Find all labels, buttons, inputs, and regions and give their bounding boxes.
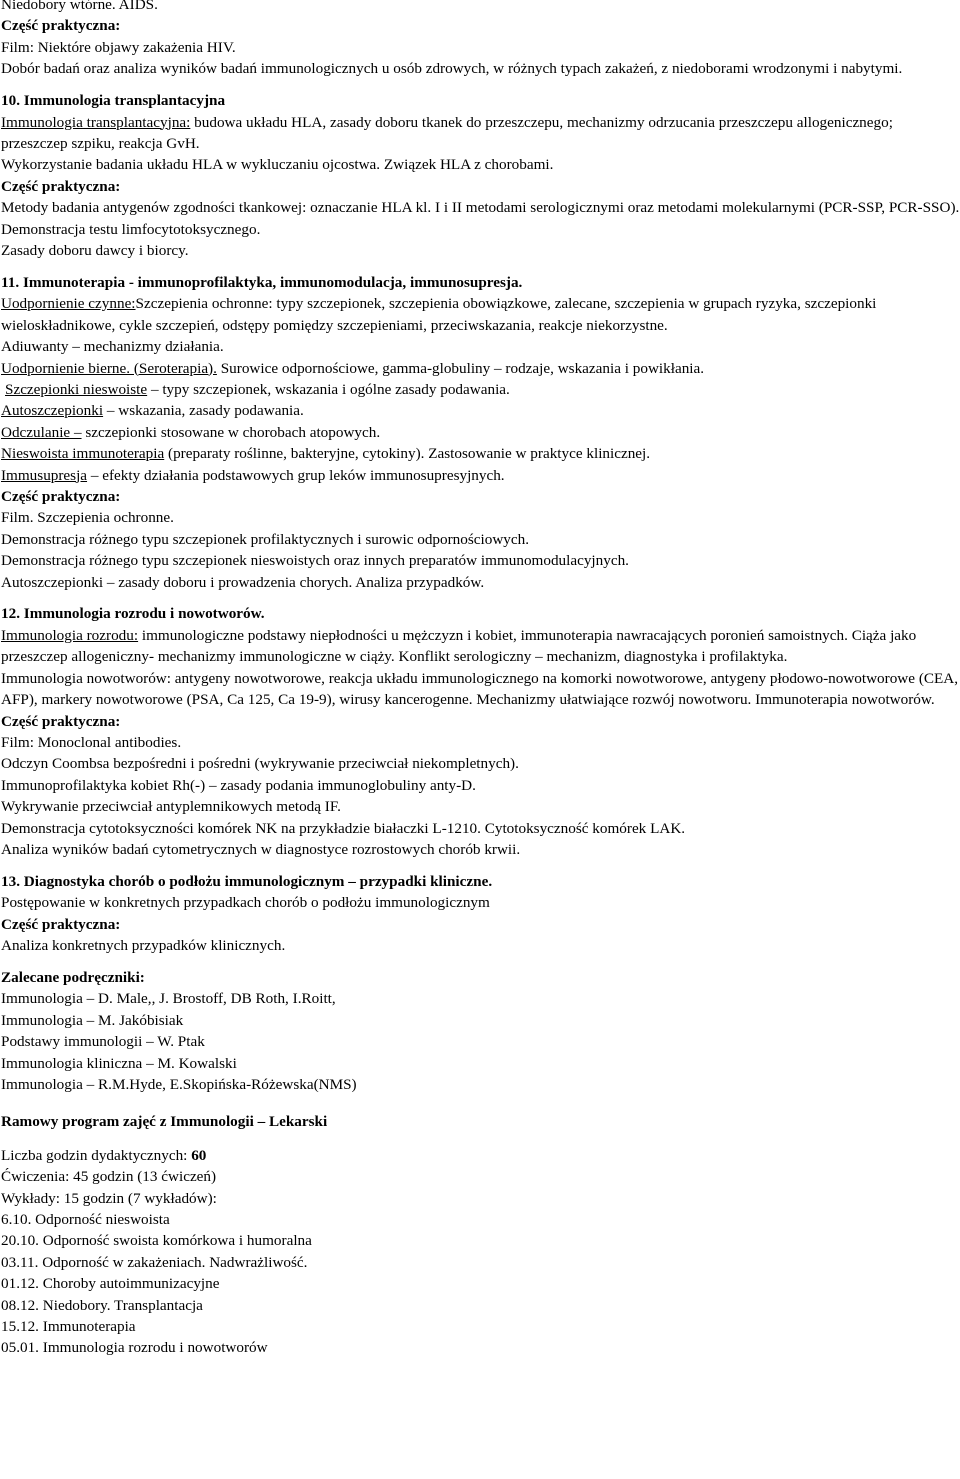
book-item: Immunologia – R.M.Hyde, E.Skopińska-Różewska(NMS) (1, 1076, 357, 1093)
book-item: Immunologia – M. Jakóbisiak (1, 1011, 184, 1029)
schedule-item: 01.12. Choroby autoimmunizacyjne (1, 1275, 220, 1293)
program-hours (1, 1145, 960, 1166)
s11-line-2: Adiuwanty – mechanizmy działania. (1, 338, 224, 356)
s10-practical-label: Część praktyczna: (1, 177, 121, 195)
s11-line-5-underlined: Autoszczepionki (1, 402, 104, 420)
s10-line-3: Metody badania antygenów zgodności tkankowej: oznaczanie HLA kl. I i II metodami serologicznymi oraz metodami molekularnymi (PCR-SSP, PCR-SSO). (1, 199, 960, 217)
s11-line-7-underlined: Nieswoista immunoterapia (1, 445, 165, 463)
s12-line-5: Immunoprofilaktyka kobiet Rh(-) – zasady podania immunoglobuliny anty-D. (1, 776, 476, 794)
schedule-item: 20.10. Odporność swoista komórkowa i humoralna (1, 1232, 312, 1250)
s10-line-4: Demonstracja testu limfocytotoksycznego. (1, 220, 261, 238)
schedule-item: 05.01. Immunologia rozrodu i nowotworów (1, 1339, 268, 1357)
s10-line-2: Wykorzystanie badania układu HLA w wykluczaniu ojcostwa. Związek HLA z chorobami. (1, 156, 554, 174)
schedule-item: 08.12. Niedobory. Transplantacja (1, 1296, 203, 1314)
s9-practical-label: Część praktyczna: (1, 17, 121, 35)
s11-line-1-rest: Szczepienia ochronne: typy szczepionek, szczepienia obowiązkowe, zalecane, szczepienia w grupach ryzyka, szczepionki wieloskładnikowe, cykle szczepień, odstępy pomiędzy szczepieniami, przeciwskazania, reakcje niekorzystne. (1, 295, 877, 334)
s10-line-5: Zasady doboru dawcy i biorcy. (1, 241, 189, 259)
program-lectures: Wykłady: 15 godzin (7 wykładów): (1, 1189, 217, 1207)
s11-practical-label: Część praktyczna: (1, 487, 121, 505)
s10-lead-rest: budowa układu HLA, zasady doboru tkanek do przeszczepu, mechanizmy odrzucania przeszczepu allogenicznego; przeszczep szpiku, reakcja GvH. (1, 113, 893, 152)
s11-line-9: Film. Szczepienia ochronne. (1, 509, 174, 527)
s11-line-7 (1, 443, 960, 464)
book-item: Immunologia – D. Male,, J. Brostoff, DB Roth, I.Roitt, (1, 990, 336, 1008)
s11-line-4-underlined: Szczepionki nieswoiste (5, 380, 148, 398)
s12-line-1 (1, 625, 960, 668)
s13-title: 13. Diagnostyka chorób o podłożu immunologicznym – przypadki kliniczne. (1, 872, 493, 890)
s11-line-10: Demonstracja różnego typu szczepionek profilaktycznych i surowic odpornościowych. (1, 530, 530, 548)
program-hours-value: 60 (191, 1146, 207, 1164)
s11-line-6-rest: szczepionki stosowane w chorobach atopowych. (81, 423, 381, 441)
s11-line-1-underlined: Uodpornienie czynne: (1, 295, 136, 313)
schedule-item: 6.10. Odporność nieswoista (1, 1211, 170, 1229)
s12-line-2: Immunologia nowotworów: antygeny nowotworowe, reakcja układu immunologicznego na komorki nowotworowe, antygeny płodowo-nowotworowe (CEA, AFP), markery nowotworowe (PSA, Ca 125, Ca 19-9), wirusy kancerogenne. Mechanizmy ułatwiające rozwój nowotworu. Immunoterapia nowotworów. (1, 669, 959, 709)
s11-line-4-rest: – typy szczepionek, wskazania i ogólne zasady podawania. (147, 380, 510, 398)
s13-line-1: Postępowanie w konkretnych przypadkach chorób o podłożu immunologicznym (1, 894, 490, 912)
s9-line-1: Niedobory wtórne. AIDS. (1, 0, 158, 13)
s11-line-3-underlined: Uodpornienie bierne. (Seroterapia). (1, 359, 217, 377)
program-hours-label: Liczba godzin dydaktycznych: (1, 1146, 192, 1164)
s11-line-8 (1, 465, 960, 486)
spacer (1, 1133, 960, 1145)
s11-line-8-underlined: Immusupresja (1, 466, 88, 484)
program-exercises: Ćwiczenia: 45 godzin (13 ćwiczeń) (1, 1168, 217, 1186)
spacer (1, 80, 960, 91)
spacer (1, 593, 960, 604)
s12-line-3: Film: Monoclonal antibodies. (1, 733, 182, 751)
s12-line-8: Analiza wyników badań cytometrycznych w diagnostyce rozrostowych chorób krwii. (1, 840, 521, 858)
books-title: Zalecane podręczniki: (1, 968, 145, 986)
s9-line-2: Film: Niektóre objawy zakażenia HIV. (1, 38, 236, 56)
book-item: Immunologia kliniczna – M. Kowalski (1, 1054, 237, 1072)
s11-line-7-rest: (preparaty roślinne, bakteryjne, cytokiny). Zastosowanie w praktyce klinicznej. (164, 445, 651, 463)
spacer (1, 261, 960, 272)
s11-line-11: Demonstracja różnego typu szczepionek nieswoistych oraz innych preparatów immunomodulacyjnych. (1, 552, 629, 570)
s12-line-6: Wykrywanie przeciwciał antyplemnikowych metodą IF. (1, 798, 341, 816)
s9-line-3: Dobór badań oraz analiza wyników badań immunologicznych u osób zdrowych, w różnych typach zakażeń, z niedoborami wrodzonymi i nabytymi. (1, 60, 903, 78)
spacer (1, 1095, 960, 1111)
schedule-item: 03.11. Odporność w zakażeniach. Nadwrażliwość. (1, 1253, 308, 1271)
s11-line-5 (1, 400, 960, 421)
s11-line-3 (1, 358, 960, 379)
s12-line-1-rest: immunologiczne podstawy niepłodności u mężczyzn i kobiet, immunoterapia nawracających poronień samoistnych. Ciąża jako przeszczep allogeniczny- mechanizmy immunologiczne w ciąży. Konflikt serologiczny – mechanizm, diagnostyka i profilaktyka. (1, 626, 917, 666)
s11-line-3-rest: Surowice odpornościowe, gamma-globuliny – rodzaje, wskazania i powikłania. (216, 359, 705, 377)
s11-line-4 (1, 379, 960, 400)
program-title: Ramowy program zajęć z Immunologii – Lekarski (1, 1113, 328, 1131)
s10-lead (1, 112, 960, 155)
s11-title: 11. Immunoterapia - immunoprofilaktyka, immunomodulacja, immunosupresja. (1, 273, 523, 291)
s11-line-5-rest: – wskazania, zasady podawania. (103, 402, 304, 420)
s10-title: 10. Immunologia transplantacyjna (1, 92, 226, 110)
s12-line-4: Odczyn Coombsa bezpośredni i pośredni (wykrywanie przeciwciał niekompletnych). (1, 755, 519, 773)
s12-title: 12. Immunologia rozrodu i nowotworów. (1, 605, 265, 623)
book-item: Podstawy immunologii – W. Ptak (1, 1033, 205, 1051)
s11-line-1 (1, 293, 960, 336)
s11-line-12: Autoszczepionki – zasady doboru i prowadzenia chorych. Analiza przypadków. (1, 573, 485, 591)
s13-practical-label: Część praktyczna: (1, 915, 121, 933)
s11-line-6-underlined: Odczulanie – (1, 423, 82, 441)
s12-line-7: Demonstracja cytotoksyczności komórek NK na przykładzie białaczki L-1210. Cytotoksyczność komórek LAK. (1, 819, 686, 837)
s10-lead-underlined: Immunologia transplantacyjna: (1, 113, 191, 131)
spacer (1, 860, 960, 871)
s12-practical-label: Część praktyczna: (1, 712, 121, 730)
s11-line-6 (1, 422, 960, 443)
schedule-item: 15.12. Immunoterapia (1, 1318, 136, 1336)
spacer (1, 956, 960, 967)
s13-line-2: Analiza konkretnych przypadków klinicznych. (1, 937, 286, 955)
s11-line-8-rest: – efekty działania podstawowych grup leków immunosupresyjnych. (87, 466, 505, 484)
s12-line-1-underlined: Immunologia rozrodu: (1, 626, 139, 644)
